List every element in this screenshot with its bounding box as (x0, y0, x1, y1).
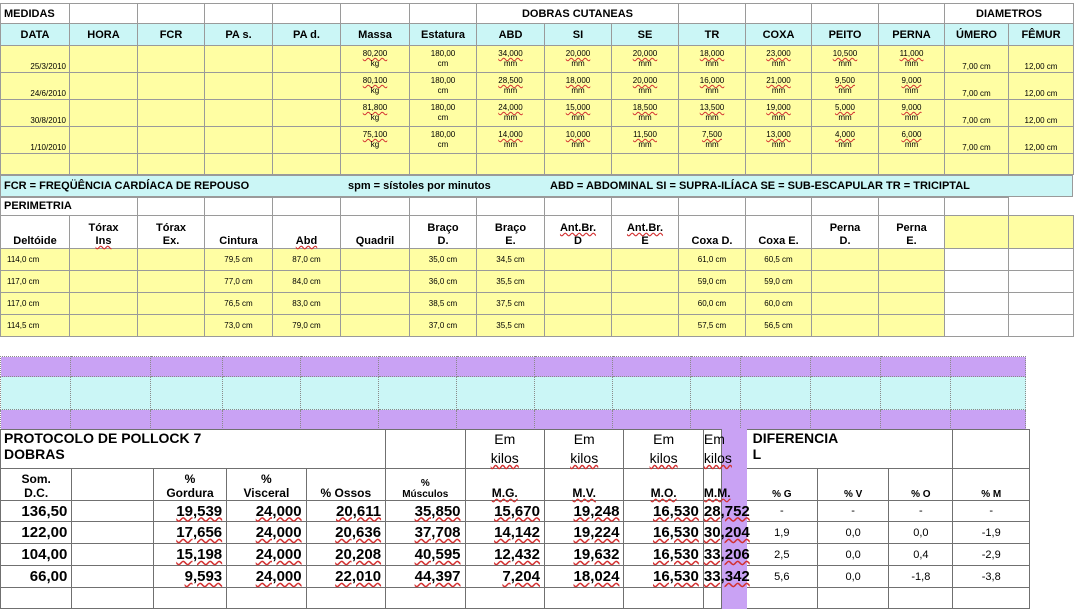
header-tr: TR (679, 24, 746, 46)
cell-coxa-d[interactable]: 61,0 cm (679, 249, 746, 271)
dobras-title: DOBRAS CUTANEAS (477, 4, 679, 24)
medidas-row (1, 127, 1074, 154)
cell-ossos[interactable]: 20,636 (306, 522, 385, 544)
cell-abd[interactable]: 24,000 mm (477, 100, 545, 127)
cell-estatura[interactable]: 180,00 cm (410, 46, 477, 73)
perimetria-row (1, 293, 1074, 315)
cell-peito[interactable]: 9,500 mm (812, 73, 879, 100)
legend-bar (0, 175, 1073, 197)
cell-som[interactable]: 122,00 (1, 522, 72, 544)
cell-estatura[interactable]: 180,00 cm (410, 127, 477, 154)
cell-coxa-e[interactable]: 60,0 cm (746, 293, 812, 315)
cell-umero[interactable]: 7,00 cm (945, 100, 1009, 127)
medidas-empty-row (1, 154, 1074, 175)
cell-perna[interactable]: 9,000 mm (879, 73, 945, 100)
em-kilos-mm: Em kilos (703, 430, 721, 469)
cell-dif-m[interactable]: - (953, 501, 1030, 522)
cell-tr[interactable]: 18,000 mm (679, 46, 746, 73)
cell-umero[interactable]: 7,00 cm (945, 127, 1009, 154)
cell-som[interactable]: 136,50 (1, 501, 72, 522)
cell-abd[interactable]: 34,000 mm (477, 46, 545, 73)
cell-se[interactable]: 11,500 mm (612, 127, 679, 154)
header-musculos: % Músculos (386, 469, 465, 501)
cell-coxa[interactable]: 13,000 mm (746, 127, 812, 154)
cell-perna[interactable]: 11,000 mm (879, 46, 945, 73)
cell-visceral[interactable]: 24,000 (227, 566, 306, 588)
perimetria-row (1, 249, 1074, 271)
header-se: SE (612, 24, 679, 46)
cell-dif-m[interactable]: -3,8 (953, 566, 1030, 588)
cell-braco-e[interactable]: 37,5 cm (477, 293, 545, 315)
pollock-title: PROTOCOLO DE POLLOCK 7 DOBRAS (1, 430, 307, 469)
cell-visceral[interactable]: 24,000 (227, 544, 306, 566)
cell-tr[interactable]: 16,000 mm (679, 73, 746, 100)
cell-cintura[interactable]: 79,5 cm (205, 249, 273, 271)
purple-strip (1, 410, 1026, 430)
cell-abd[interactable]: 28,500 mm (477, 73, 545, 100)
cell-umero[interactable]: 7,00 cm (945, 73, 1009, 100)
pollock-empty-row (1, 588, 1030, 609)
cell-deltoide[interactable]: 114,5 cm (1, 315, 70, 337)
medidas-row (1, 46, 1074, 73)
cell-gordura[interactable]: 9,593 (153, 566, 226, 588)
diferencial-title: DIFERENCIA L (746, 430, 953, 469)
per-header-torax-ex: Tórax Ex. (138, 216, 205, 249)
diametros-title: DIAMETROS (945, 4, 1074, 24)
cell-data[interactable]: 30/8/2010 (1, 100, 70, 127)
header-dif-g: % G (746, 469, 817, 501)
cell-braco-d[interactable]: 36,0 cm (410, 271, 477, 293)
cell-coxa[interactable]: 19,000 mm (746, 100, 812, 127)
cell-dif-v[interactable]: 0,0 (817, 522, 888, 544)
header-pa-d: PA d. (273, 24, 341, 46)
perimetria-title: PERIMETRIA (1, 198, 138, 216)
per-header-cintura: Cintura (205, 216, 273, 249)
cell-si[interactable]: 18,000 mm (545, 73, 612, 100)
per-header-antbr-d: Ant.Br. D (545, 216, 612, 249)
cell-ossos[interactable]: 20,208 (306, 544, 385, 566)
cell-musculos[interactable]: 44,397 (386, 566, 465, 588)
perimetria-table (0, 197, 1074, 337)
medidas-row (1, 100, 1074, 127)
cell-dif-m[interactable]: -2,9 (953, 544, 1030, 566)
cell-dif-v[interactable]: - (817, 501, 888, 522)
cell-som[interactable]: 66,00 (1, 566, 72, 588)
header-som-dc: Som. D.C. (1, 469, 72, 501)
cell-dif-g[interactable]: 2,5 (746, 544, 817, 566)
cell-coxa-e[interactable]: 60,5 cm (746, 249, 812, 271)
header-umero: ÚMERO (945, 24, 1009, 46)
legend-abd: ABD = ABDOMINAL SI = SUPRA-ILÍACA SE = SUB-ESCAPULAR TR = TRICIPTAL (550, 180, 970, 192)
perimetria-row (1, 315, 1074, 337)
cell-coxa[interactable]: 21,000 mm (746, 73, 812, 100)
cell-peito[interactable]: 10,500 mm (812, 46, 879, 73)
header-mo: M.O. (624, 469, 703, 501)
cell-visceral[interactable]: 24,000 (227, 501, 306, 522)
cell-dif-o[interactable]: - (889, 501, 953, 522)
cell-se[interactable]: 18,500 mm (612, 100, 679, 127)
cell-gordura[interactable]: 17,656 (153, 522, 226, 544)
header-data: DATA (1, 24, 70, 46)
pollock-row (1, 566, 1030, 588)
cell-massa[interactable]: 81,800 kg (341, 100, 410, 127)
cell-dif-g[interactable]: 1,9 (746, 522, 817, 544)
cell-femur[interactable]: 12,00 cm (1009, 100, 1074, 127)
cell-mg[interactable]: 14,142 (465, 522, 544, 544)
cell-mm[interactable]: 28,752 (703, 502, 750, 520)
cell-braco-d[interactable]: 38,5 cm (410, 293, 477, 315)
cell-mm[interactable]: 30,204 (703, 522, 721, 544)
cell-visceral[interactable]: 24,000 (227, 522, 306, 544)
header-visceral: % Visceral (227, 469, 306, 501)
cell-femur[interactable]: 12,00 cm (1009, 46, 1074, 73)
cell-coxa-e[interactable]: 59,0 cm (746, 271, 812, 293)
cell-abd[interactable]: 84,0 cm (273, 271, 341, 293)
cell-mm[interactable]: 33,206 (703, 544, 721, 566)
cell-coxa-d[interactable]: 60,0 cm (679, 293, 746, 315)
cell-cintura[interactable]: 77,0 cm (205, 271, 273, 293)
header-peito: PEITO (812, 24, 879, 46)
header-fcr: FCR (138, 24, 205, 46)
header-mm: M.M. (703, 469, 721, 501)
header-dif-v: % V (817, 469, 888, 501)
cell-mv[interactable]: 18,024 (544, 566, 623, 588)
header-massa: Massa (341, 24, 410, 46)
cell-abd[interactable]: 79,0 cm (273, 315, 341, 337)
cell-braco-e[interactable]: 35,5 cm (477, 315, 545, 337)
cell-dif-v[interactable]: 0,0 (817, 544, 888, 566)
cell-umero[interactable]: 7,00 cm (945, 46, 1009, 73)
cell-se[interactable]: 20,000 mm (612, 46, 679, 73)
cell-dif-o[interactable]: 0,4 (889, 544, 953, 566)
header-mg: M.G. (465, 469, 544, 501)
pollock-row (1, 544, 1030, 566)
cell-peito[interactable]: 4,000 mm (812, 127, 879, 154)
cell-mv[interactable]: 19,224 (544, 522, 623, 544)
cell-som[interactable]: 104,00 (1, 544, 72, 566)
header-dif-o: % O (889, 469, 953, 501)
cell-data[interactable]: 1/10/2010 (1, 127, 70, 154)
cell-perna[interactable]: 6,000 mm (879, 127, 945, 154)
purple-strip (1, 357, 1026, 377)
header-dif-m: % M (953, 469, 1030, 501)
em-kilos-mg: Em kilos (465, 430, 544, 469)
cell-ossos[interactable]: 20,611 (306, 501, 385, 522)
pollock-row (1, 501, 1030, 522)
cell-mg[interactable]: 7,204 (465, 566, 544, 588)
header-perna: PERNA (879, 24, 945, 46)
per-header-braco-e: Braço E. (477, 216, 545, 249)
medidas-row (1, 73, 1074, 100)
per-header-braco-d: Braço D. (410, 216, 477, 249)
header-coxa: COXA (746, 24, 812, 46)
header-gordura: % Gordura (153, 469, 226, 501)
cell-se[interactable]: 20,000 mm (612, 73, 679, 100)
em-kilos-mv: Em kilos (544, 430, 623, 469)
cell-estatura[interactable]: 180,00 cm (410, 73, 477, 100)
cell-si[interactable]: 15,000 mm (545, 100, 612, 127)
cell-perna[interactable]: 9,000 mm (879, 100, 945, 127)
cell-massa[interactable]: 80,200 kg (341, 46, 410, 73)
medidas-title: MEDIDAS (1, 4, 70, 24)
cell-tr[interactable]: 7,500 mm (679, 127, 746, 154)
cell-dif-m[interactable]: -1,9 (953, 522, 1030, 544)
per-header-coxa-e: Coxa E. (746, 216, 812, 249)
per-header-abd: Abd (273, 216, 341, 249)
cell-peito[interactable]: 5,000 mm (812, 100, 879, 127)
em-kilos-mo: Em kilos (624, 430, 703, 469)
header-pa-s: PA s. (205, 24, 273, 46)
cyan-strip (1, 377, 1026, 410)
cell-dif-o[interactable]: 0,0 (889, 522, 953, 544)
header-ossos: % Ossos (306, 469, 385, 501)
per-header-antbr-e: Ant.Br. E (612, 216, 679, 249)
cell-gordura[interactable]: 19,539 (153, 501, 226, 522)
cell-massa[interactable]: 75,100 kg (341, 127, 410, 154)
per-header-coxa-d: Coxa D. (679, 216, 746, 249)
header-femur: FÊMUR (1009, 24, 1074, 46)
per-header-perna-d: Perna D. (812, 216, 879, 249)
cell-mo[interactable]: 16,530 (624, 566, 703, 588)
cell-femur[interactable]: 12,00 cm (1009, 127, 1074, 154)
cell-musculos[interactable]: 35,850 (386, 501, 465, 522)
pollock-row (1, 522, 1030, 544)
cell-cintura[interactable]: 73,0 cm (205, 315, 273, 337)
header-estatura: Estatura (410, 24, 477, 46)
cell-si[interactable]: 20,000 mm (545, 46, 612, 73)
per-header-quadril: Quadril (341, 216, 410, 249)
legend-spm: spm = sístoles por minutos (348, 180, 491, 192)
cell-coxa[interactable]: 23,000 mm (746, 46, 812, 73)
cell-coxa-e[interactable]: 56,5 cm (746, 315, 812, 337)
cell-ossos[interactable]: 22,010 (306, 566, 385, 588)
cell-braco-e[interactable]: 34,5 cm (477, 249, 545, 271)
per-header-deltoide: Deltóide (1, 216, 70, 249)
cell-deltoide[interactable]: 117,0 cm (1, 293, 70, 315)
cell-braco-d[interactable]: 37,0 cm (410, 315, 477, 337)
color-strips (0, 356, 1026, 430)
legend-fcr: FCR = FREQÜÊNCIA CARDÍACA DE REPOUSO (4, 180, 250, 192)
cell-massa[interactable]: 80,100 kg (341, 73, 410, 100)
cell-cintura[interactable]: 76,5 cm (205, 293, 273, 315)
cell-mg[interactable]: 12,432 (465, 544, 544, 566)
cell-mv[interactable]: 19,632 (544, 544, 623, 566)
cell-femur[interactable]: 12,00 cm (1009, 73, 1074, 100)
cell-mo[interactable]: 16,530 (624, 501, 703, 522)
cell-abd[interactable]: 87,0 cm (273, 249, 341, 271)
cell-tr[interactable]: 13,500 mm (679, 100, 746, 127)
per-header-torax-ins: Tórax Ins (70, 216, 138, 249)
cell-gordura[interactable]: 15,198 (153, 544, 226, 566)
cell-musculos[interactable]: 40,595 (386, 544, 465, 566)
cell-mo[interactable]: 16,530 (624, 544, 703, 566)
cell-mg[interactable]: 15,670 (465, 501, 544, 522)
cell-deltoide[interactable]: 117,0 cm (1, 271, 70, 293)
cell-mm[interactable]: 33,342 (703, 566, 721, 588)
cell-abd[interactable]: 14,000 mm (477, 127, 545, 154)
header-abd: ABD (477, 24, 545, 46)
cell-musculos[interactable]: 37,708 (386, 522, 465, 544)
cell-coxa-d[interactable]: 57,5 cm (679, 315, 746, 337)
cell-braco-e[interactable]: 35,5 cm (477, 271, 545, 293)
cell-si[interactable]: 10,000 mm (545, 127, 612, 154)
pollock-table (0, 429, 1030, 609)
header-hora: HORA (70, 24, 138, 46)
cell-mv[interactable]: 19,248 (544, 501, 623, 522)
cell-dif-o[interactable]: -1,8 (889, 566, 953, 588)
cell-dif-g[interactable]: 5,6 (746, 566, 817, 588)
cell-data[interactable]: 24/6/2010 (1, 73, 70, 100)
cell-braco-d[interactable]: 35,0 cm (410, 249, 477, 271)
per-header-perna-e: Perna E. (879, 216, 945, 249)
perimetria-row (1, 271, 1074, 293)
cell-data[interactable]: 25/3/2010 (1, 46, 70, 73)
cell-estatura[interactable]: 180,00 cm (410, 100, 477, 127)
cell-mo[interactable]: 16,530 (624, 522, 703, 544)
header-si: SI (545, 24, 612, 46)
header-mv: M.V. (544, 469, 623, 501)
cell-abd[interactable]: 83,0 cm (273, 293, 341, 315)
cell-dif-v[interactable]: 0,0 (817, 566, 888, 588)
cell-deltoide[interactable]: 114,0 cm (1, 249, 70, 271)
medidas-table (0, 3, 1074, 175)
cell-dif-g[interactable]: - (746, 501, 817, 522)
cell-coxa-d[interactable]: 59,0 cm (679, 271, 746, 293)
